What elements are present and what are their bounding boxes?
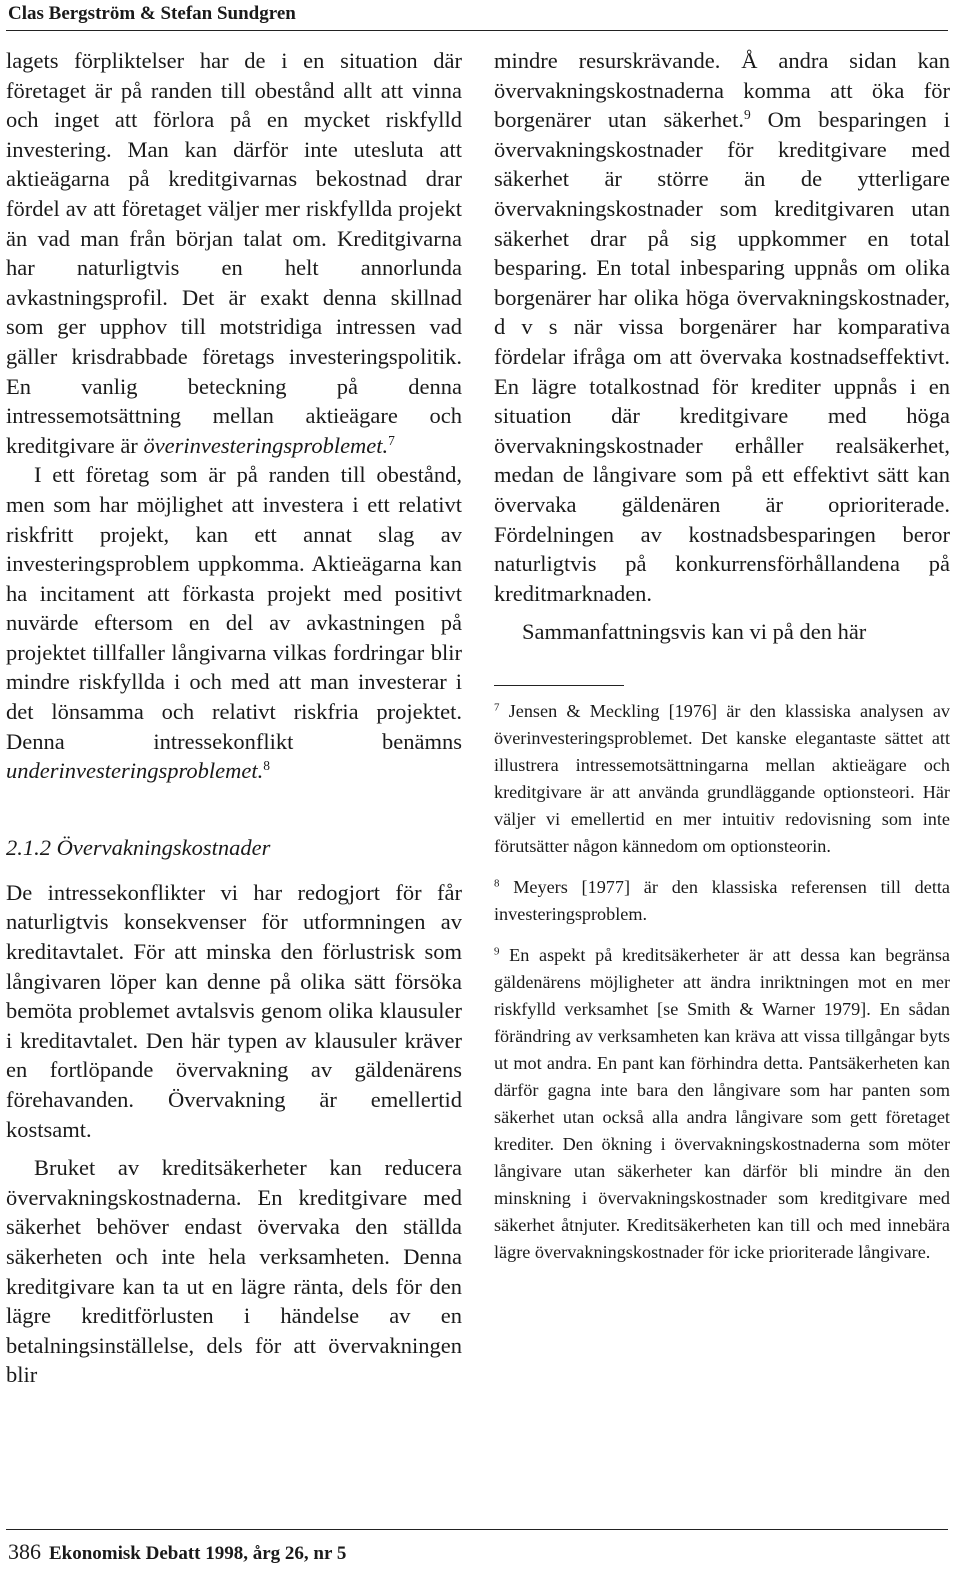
journal-title: Ekonomisk Debatt 1998, årg 26, nr 5 (49, 1543, 347, 1564)
footnote-rule (494, 685, 624, 686)
running-header: Clas Bergström & Stefan Sundgren (8, 3, 296, 24)
section-heading: 2.1.2 Övervakningskostnader (6, 834, 271, 860)
paragraph: De intressekonflikter vi har redogjort för får naturligtvis konsekvenser för utformningen av kreditavtalet. För att minska den förlustrisk som långivaren löper kan denne på olika sätt försöka bemöta problemet avtalsvis genom olika klausuler i kreditavtalet. Den här typen av klausuler kräver en fortlöpande övervakning av gäldenärens förehavanden. Övervakning är emellertid kostsamt. (6, 879, 462, 1142)
paragraph: mindre resurskrävande. Å andra sidan kan övervakningskostnaderna komma att öka för borgenärer utan säkerhet.$^9$ Om besparingen i övervakningskostnader för kreditgivare med säkerhet är större än de ytterligare övervakningskostnader som kreditgivaren utan säkerhet drar på sig uppkommer en total besparing. En total inbesparing uppnås om olika borgenärer har olika höga övervakningskostnader, d v s när vissa borgenärer har komparativa fördelar ifråga om att övervaka kostnadseffektivt. En lägre totalkostnad för krediter uppnås i en situation där kreditgivare med höga övervakningskostnader erhåller realsäkerhet, medan de långivare som på ett effektivt sätt kan övervaka gäldenären är oprioriterade. Fördelningen av kostnadsbesparingen beror naturligtvis på konkurrensförhållandena på kreditmarknaden. (494, 48, 950, 606)
footnote-9: $^9$ En aspekt på kreditsäkerheter är att dessa kan begränsa gäldenärens möjligheter att ändra inriktningen mot en mer riskfylld verksamhet [se Smith & Warner 1979]. En sådan förändring av verksamheten kan kräva att vissa tillgångar byts ut mot andra. En pant kan förhindra detta. Pantsäkerheten kan därför gagna inte bara den långivare som har panten som säkerhet utan också alla andra långivare som gett företaget krediter. Den ökning i övervakningskostnaderna som möter långivare utan säkerheter kan därför bli mindre än den minskning i övervakningskostnader som kreditgivare med säkerhet åtnjuter. Kreditsäkerheten kan till och med innebära lägre övervakningskostnader för icke prioriterade långivare. (494, 944, 951, 1262)
page-footer (8, 1538, 346, 1568)
italic-term: underinvesteringsproblemet. (6, 758, 264, 784)
footnote-ref: 7 (388, 432, 395, 448)
paragraph: lagets förpliktelser har de i en situation där företaget är på randen till obestånd allt att vinna och inget att förlora på en mycket riskfylld investering. Man kan därför inte utesluta att aktieägarna på kreditgivarnas bekostnad drar fördel av att företaget väljer mer riskfyllda projekt än vad man från början talat om. Kreditgivarna har naturligtvis en helt annorlunda avkastningsprofil. Det är exakt denna skillnad som ger upphov till motstridiga intressen vad gäller krisdrabbade företags investeringspolitik. En vanlig beteckning på denna intressemotsättning mellan aktieägare och kreditgivare är överinvesteringsproblemet.$^7$ (6, 48, 462, 458)
paragraph: I ett företag som är på randen till obestånd, men som har möjlighet att investera i ett relativt riskfritt projekt, kan ett annat slag av investeringsproblem uppkomma. Aktieägarna kan ha incitament att förkasta projekt med positivt nuvärde eftersom en del av avkastningen på projektet tillfaller långivarna vilkas fordringar blir mindre riskfyllda i och med att man investerar i det lönsamma och relativt riskfria projektet. Denna intressekonflikt benämns underinvesteringsproblemet.$^8$ (6, 462, 462, 784)
paragraph: Bruket av kreditsäkerheter kan reducera övervakningskostnaderna. En kreditgivare med säkerhet behöver endast övervaka den ställda säkerheten och inte hela verksamheten. Denna kreditgivare kan ta ut en lägre ränta, dels för den lägre kreditförlusten i händelse av en betalningsinställelse, dels för att övervakningen blir (6, 1155, 462, 1388)
footnote-7: $^7$ Jensen & Meckling [1976] är den klassiska analysen av överinvesteringsproblemet. Det kanske elegantaste sättet att illustrera intressemotsättningarna mellan aktieägare och kreditgivare är att använda grundläggande optionsteori. Här väljer vi emellertid en mer intuitiv redovisning som inte förutsätter någon kännedom om optionsteorin. (494, 700, 951, 856)
footnote-ref: 8 (263, 758, 270, 774)
footnote-8: $^8$ Meyers [1977] är den klassiska referensen till detta investeringsproblem. (494, 876, 950, 924)
page-number: 386 (8, 1539, 41, 1564)
right-column (494, 46, 950, 1280)
left-column (6, 46, 462, 1390)
italic-term: överinvesteringsproblemet. (143, 432, 389, 458)
paragraph: Sammanfattningsvis kan vi på den här (522, 619, 867, 645)
footnote-ref: 9 (744, 107, 751, 123)
footer-rule (6, 1529, 948, 1530)
header-rule (6, 30, 948, 31)
